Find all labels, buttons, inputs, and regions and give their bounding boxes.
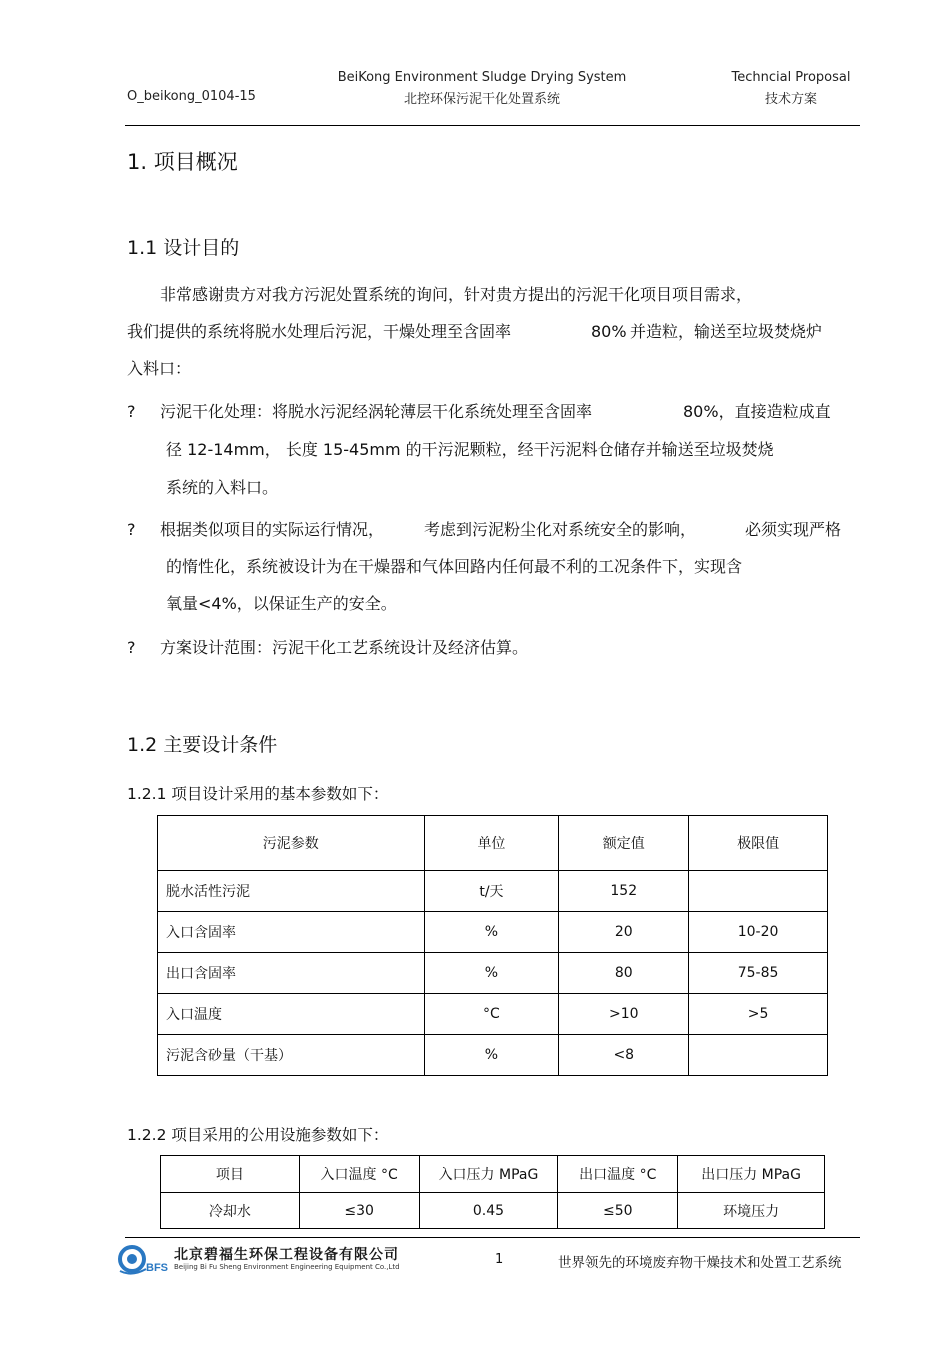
section-1-1-title: 1.1 设计目的: [127, 237, 240, 259]
bullet-2-line-1c: 必须实现严格: [745, 520, 842, 539]
bullet-2-line-3: 氧量<4%，以保证生产的安全。: [166, 594, 397, 613]
table-cell: [689, 1035, 828, 1076]
bullet-1-line-1a: 污泥干化处理：将脱水污泥经涡轮薄层干化系统处理至含固率: [160, 402, 593, 421]
table-cell: 脱水活性污泥: [158, 871, 425, 912]
bullet-marker: ?: [127, 638, 136, 657]
table-row: [158, 871, 828, 912]
table-header-cell: 出口温度 °C: [558, 1156, 678, 1193]
bullet-marker: ?: [127, 402, 136, 421]
table-cell: >5: [689, 994, 828, 1035]
table-header-cell: 极限值: [689, 816, 828, 871]
table-cell: 冷却水: [161, 1193, 300, 1229]
table-header-cell: 污泥参数: [158, 816, 425, 871]
bullet-2-line-1b: 考虑到污泥粉尘化对系统安全的影响，: [424, 520, 697, 539]
table-row: [158, 953, 828, 994]
table-cell: %: [424, 1035, 559, 1076]
header-rule: [125, 125, 860, 126]
intro-line-2a: 我们提供的系统将脱水处理后污泥，干燥处理至含固率: [127, 322, 512, 341]
table-cell: 入口含固率: [158, 912, 425, 953]
table-header-row: [158, 816, 828, 871]
table-cell: 入口温度: [158, 994, 425, 1035]
subsection-1-2-2-title: 1.2.2 项目采用的公用设施参数如下：: [127, 1126, 389, 1144]
company-name-en: Beijing Bi Fu Sheng Environment Engineering Equipment Co.,Ltd: [174, 1263, 400, 1271]
bullet-1-line-1b: 80%，直接造粒成直: [683, 402, 831, 421]
table-cell: >10: [559, 994, 689, 1035]
bullet-1-line-3: 系统的入料口。: [166, 478, 279, 497]
table-header-row: [161, 1156, 825, 1193]
table-cell: <8: [559, 1035, 689, 1076]
bullet-3-line-1: 方案设计范围：污泥干化工艺系统设计及经济估算。: [160, 638, 529, 657]
document-id: O_beikong_0104-15: [127, 89, 256, 104]
table-cell: 污泥含砂量（干基）: [158, 1035, 425, 1076]
intro-line-1: 非常感谢贵方对我方污泥处置系统的询问，针对贵方提出的污泥干化项目项目需求，: [160, 285, 753, 304]
utility-parameters-table: [160, 1155, 825, 1229]
table-header-cell: 入口压力 MPaG: [419, 1156, 558, 1193]
bullet-2-line-1a: 根据类似项目的实际运行情况，: [160, 520, 385, 539]
section-1-title: 1. 项目概况: [127, 150, 238, 174]
table-cell: °C: [424, 994, 559, 1035]
intro-line-2b: 80%: [591, 322, 627, 341]
table-cell: ≤50: [558, 1193, 678, 1229]
subsection-1-2-1-title: 1.2.1 项目设计采用的基本参数如下：: [127, 785, 389, 803]
section-1-2-title: 1.2 主要设计条件: [127, 734, 278, 756]
footer-slogan: 世界领先的环境废弃物干燥技术和处置工艺系统: [558, 1255, 842, 1271]
basic-parameters-table: [157, 815, 828, 1076]
table-row: [158, 1035, 828, 1076]
table-cell: 75-85: [689, 953, 828, 994]
table-cell: 出口含固率: [158, 953, 425, 994]
bullet-marker: ?: [127, 520, 136, 539]
table-row: [158, 994, 828, 1035]
table-row: [158, 912, 828, 953]
company-logo: [116, 1241, 416, 1277]
table-cell: 0.45: [419, 1193, 558, 1229]
table-header-cell: 项目: [161, 1156, 300, 1193]
table-header-cell: 入口温度 °C: [299, 1156, 419, 1193]
table-cell: t/天: [424, 871, 559, 912]
table-cell: 环境压力: [678, 1193, 825, 1229]
page-number: 1: [495, 1252, 504, 1267]
company-name-cn: 北京碧福生环保工程设备有限公司: [174, 1247, 399, 1263]
table-cell: 152: [559, 871, 689, 912]
table-cell: 80: [559, 953, 689, 994]
table-cell: %: [424, 953, 559, 994]
header-kind-cn: 技术方案: [764, 92, 817, 107]
table-cell: 20: [559, 912, 689, 953]
table-row: [161, 1193, 825, 1229]
intro-line-2c: 并造粒，输送至垃圾焚烧炉: [630, 322, 823, 341]
table-cell: %: [424, 912, 559, 953]
table-header-cell: 额定值: [559, 816, 689, 871]
table-header-cell: 单位: [424, 816, 559, 871]
table-cell: 10-20: [689, 912, 828, 953]
table-cell: [689, 871, 828, 912]
logo-letters: BFS: [146, 1262, 168, 1274]
header-title-en: BeiKong Environment Sludge Drying System: [337, 70, 627, 85]
table-header-cell: 出口压力 MPaG: [678, 1156, 825, 1193]
table-cell: ≤30: [299, 1193, 419, 1229]
header-kind-en: Techncial Proposal: [731, 70, 851, 85]
bfs-logo-icon: [116, 1241, 176, 1277]
header-title-cn: 北控环保污泥干化处置系统: [403, 92, 560, 107]
bullet-2-line-2: 的惰性化，系统被设计为在干燥器和气体回路内任何最不利的工况条件下，实现含: [166, 557, 743, 576]
bullet-1-line-2: 径 12-14mm， 长度 15-45mm 的干污泥颗粒，经干污泥料仓储存并输送至垃圾焚烧: [166, 440, 774, 459]
footer-rule: [125, 1237, 860, 1238]
intro-line-3: 入料口：: [127, 359, 192, 378]
